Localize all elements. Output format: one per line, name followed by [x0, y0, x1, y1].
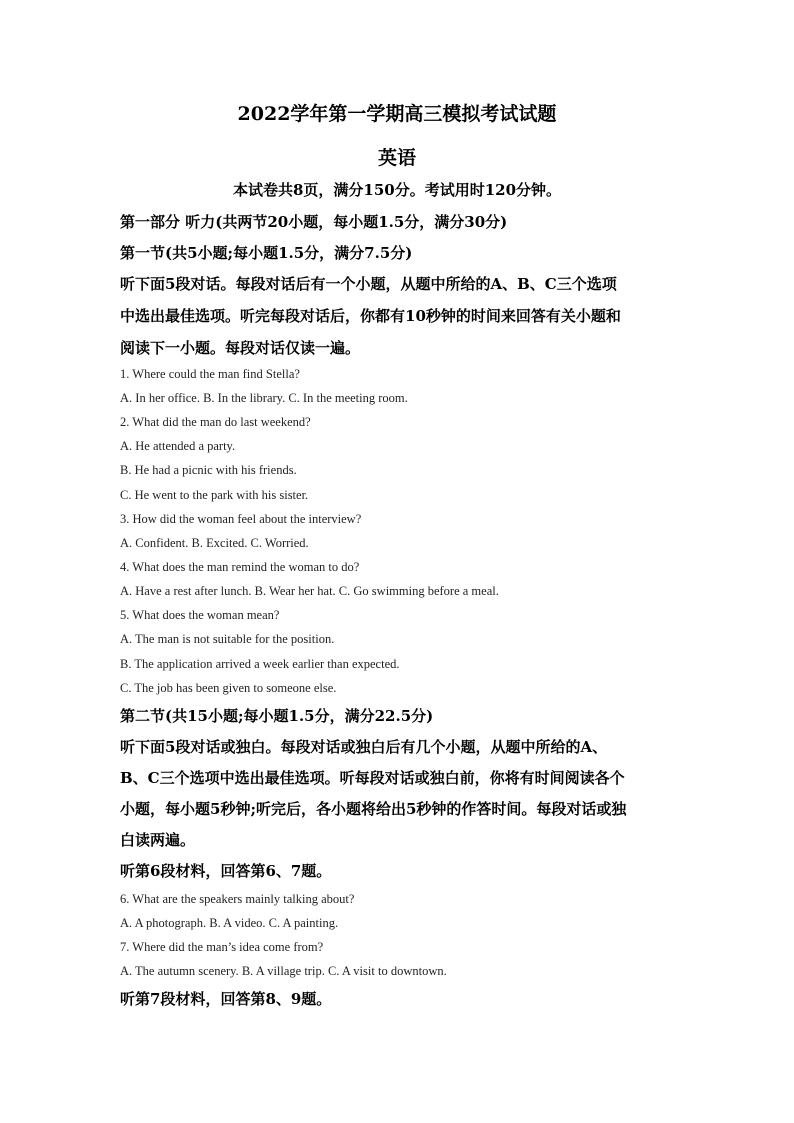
option-line: A. Confident. B. Excited. C. Worried. [120, 536, 309, 550]
section2-instruction-line: 白读两遍。 [120, 831, 196, 849]
question-line: 7. Where did the man’s idea come from? [120, 940, 324, 954]
option-line: A. In her office. B. In the library. C. In the meeting room. [120, 391, 408, 405]
option-line: C. The job has been given to someone else. [120, 681, 337, 695]
section2-heading: 第二节(共15小题;每小题1.5分，满分22.5分) [120, 707, 434, 725]
section2-instruction-line: 听下面5段对话或独白。每段对话或独白后有几个小题，从题中所给的A、 [120, 738, 608, 756]
option-line: A. A photograph. B. A video. C. A painting. [120, 916, 339, 930]
section1-instruction-line: 阅读下一小题。每段对话仅读一遍。 [120, 339, 361, 357]
option-line: B. He had a picnic with his friends. [120, 463, 297, 477]
section1-instruction-line: 中选出最佳选项。听完每段对话后，你都有10秒钟的时间来回答有关小题和 [120, 307, 621, 325]
option-line: A. The autumn scenery. B. A village trip. C. A visit to downtown. [120, 964, 447, 978]
exam-title: 2022学年第一学期高三模拟考试试题 [237, 103, 557, 125]
option-line: A. The man is not suitable for the position. [120, 632, 335, 646]
material-heading: 听第7段材料，回答第8、9题。 [120, 990, 332, 1008]
part1-heading: 第一部分 听力(共两节20小题，每小题1.5分，满分30分) [120, 213, 508, 231]
section2-instruction-line: 小题，每小题5秒钟;听完后，各小题将给出5秒钟的作答时间。每段对话或独 [120, 800, 627, 818]
exam-info: 本试卷共8页，满分150分。考试用时120分钟。 [232, 181, 562, 199]
option-line: B. The application arrived a week earlier than expected. [120, 657, 400, 671]
section1-instruction-line: 听下面5段对话。每段对话后有一个小题，从题中所给的A、B、C三个选项 [120, 275, 617, 293]
question-line: 2. What did the man do last weekend? [120, 415, 311, 429]
question-line: 3. How did the woman feel about the interview? [120, 512, 362, 526]
option-line: A. He attended a party. [120, 439, 236, 453]
section2-instruction-line: B、C三个选项中选出最佳选项。听每段对话或独白前，你将有时间阅读各个 [120, 769, 625, 787]
option-line: C. He went to the park with his sister. [120, 488, 309, 502]
material-heading: 听第6段材料，回答第6、7题。 [120, 862, 332, 880]
section1-heading: 第一节(共5小题;每小题1.5分，满分7.5分) [120, 244, 413, 262]
question-line: 6. What are the speakers mainly talking about? [120, 892, 355, 906]
subject-title: 英语 [377, 147, 416, 169]
question-line: 1. Where could the man find Stella? [120, 367, 300, 381]
question-line: 4. What does the man remind the woman to do? [120, 560, 360, 574]
option-line: A. Have a rest after lunch. B. Wear her hat. C. Go swimming before a meal. [120, 584, 499, 598]
question-line: 5. What does the woman mean? [120, 608, 280, 622]
